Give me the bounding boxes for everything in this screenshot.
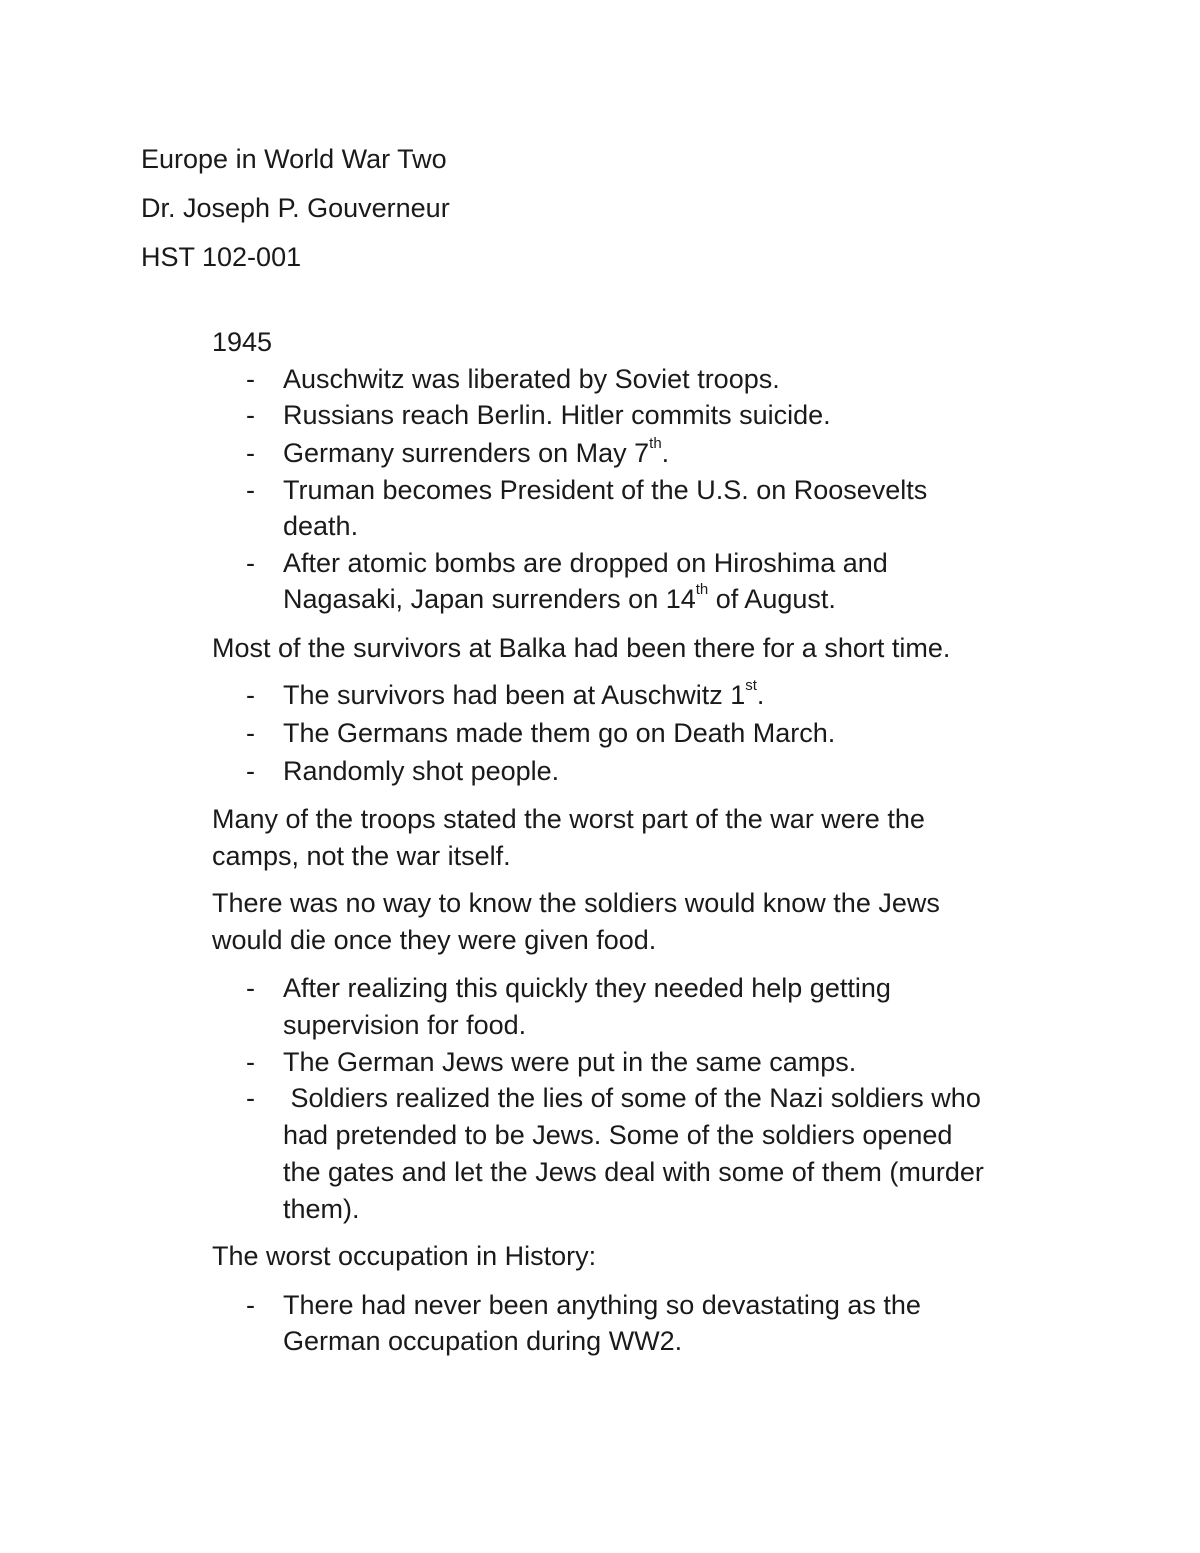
bullet-text: Auschwitz was liberated by Soviet troops. (283, 364, 780, 394)
paragraph-occupation-heading: The worst occupation in History: (212, 1241, 597, 1271)
bullet-text-continued: had pretended to be Jews. Some of the soldiers opened (283, 1120, 953, 1150)
bullet-dash: - (246, 475, 255, 505)
bullet-text: Truman becomes President of the U.S. on Roosevelts (283, 475, 928, 505)
bullet-text-continued: German occupation during WW2. (283, 1326, 683, 1356)
paragraph-balka: Most of the survivors at Balka had been there for a short time. (212, 633, 951, 663)
bullet-dash: - (246, 364, 255, 394)
superscript: th (649, 435, 662, 452)
bullet-text: There had never been anything so devastating as the (283, 1290, 921, 1320)
text-run: Germany surrenders on May 7 (283, 438, 650, 468)
bullet-text-continued: supervision for food. (283, 1010, 527, 1040)
bullet-dash: - (246, 438, 255, 468)
bullet-dash: - (246, 1083, 255, 1113)
text-run: Nagasaki, Japan surrenders on 14 (283, 584, 696, 614)
paragraph-food-line: would die once they were given food. (212, 925, 657, 955)
bullet-text (283, 677, 765, 710)
bullet-text-continued (283, 581, 836, 614)
course-title: Europe in World War Two (141, 144, 447, 174)
bullet-dash: - (246, 1290, 255, 1320)
superscript: th (695, 581, 709, 598)
bullet-text: Soldiers realized the lies of some of the Nazi soldiers who (283, 1083, 981, 1113)
text-run: of August. (708, 584, 836, 614)
bullet-text: The Germans made them go on Death March. (283, 718, 836, 748)
bullet-dash: - (246, 680, 255, 710)
bullet-text-continued: death. (283, 511, 359, 541)
text-run: . (756, 680, 765, 710)
paragraph-troops-line: Many of the troops stated the worst part of the war were the (212, 804, 925, 834)
bullet-text-continued: the gates and let the Jews deal with some of them (murder (283, 1157, 984, 1187)
bullet-text (283, 435, 670, 468)
instructor-name: Dr. Joseph P. Gouverneur (141, 193, 450, 223)
bullet-dash: - (246, 756, 255, 786)
bullet-text-continued: them). (283, 1194, 360, 1224)
text-run: . (661, 438, 670, 468)
bullet-dash: - (246, 718, 255, 748)
bullet-text: After realizing this quickly they needed help getting (283, 973, 891, 1003)
bullet-text: The German Jews were put in the same camps. (283, 1047, 857, 1077)
bullet-text: Russians reach Berlin. Hitler commits suicide. (283, 400, 831, 430)
paragraph-food-line: There was no way to know the soldiers would know the Jews (212, 888, 940, 918)
bullet-text: After atomic bombs are dropped on Hiroshima and (283, 548, 888, 578)
bullet-dash: - (246, 1047, 255, 1077)
section-heading-1945: 1945 (212, 327, 273, 357)
bullet-dash: - (246, 973, 255, 1003)
bullet-text: Randomly shot people. (283, 756, 560, 786)
text-run: The survivors had been at Auschwitz 1 (283, 680, 746, 710)
bullet-dash: - (246, 548, 255, 578)
bullet-dash: - (246, 400, 255, 430)
paragraph-troops-line: camps, not the war itself. (212, 841, 511, 871)
superscript: st (745, 677, 757, 694)
course-code: HST 102-001 (141, 242, 302, 272)
